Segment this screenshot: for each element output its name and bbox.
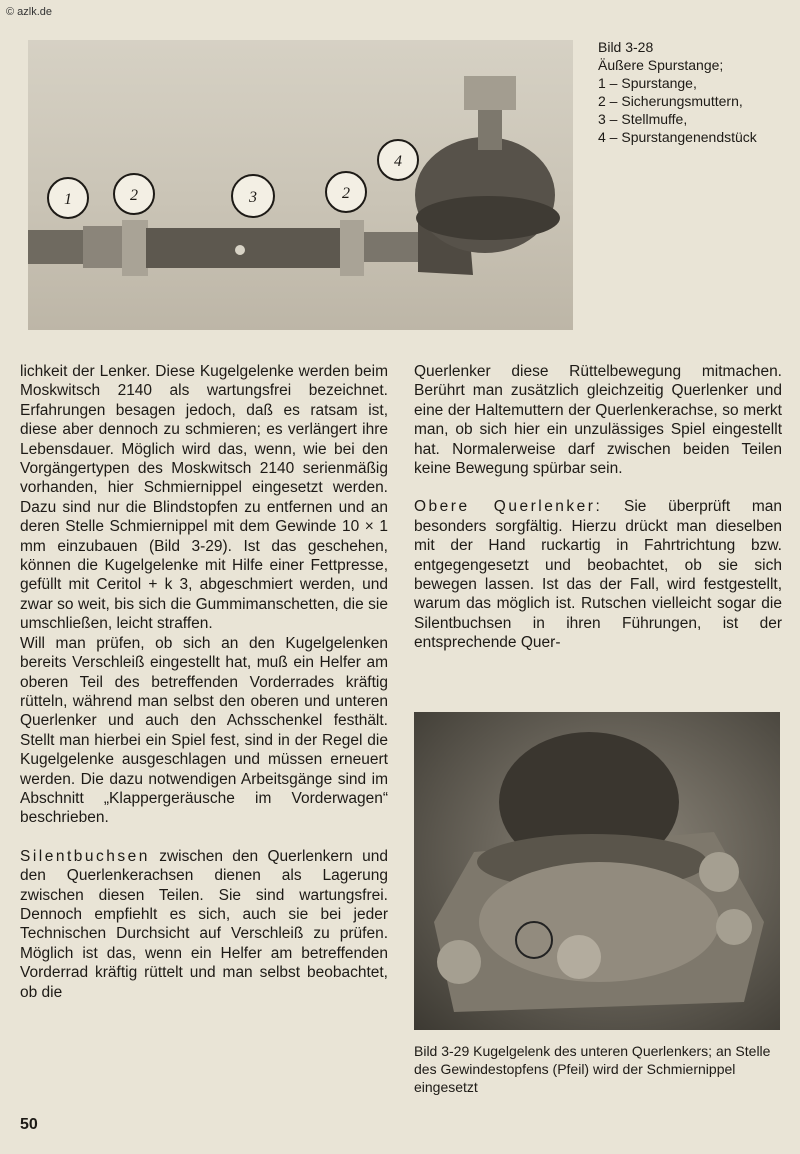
callout-2a: 2: [130, 187, 138, 204]
tie-rod-drawing: [28, 40, 573, 330]
figure-subtitle: Äußere Spurstange;: [598, 57, 724, 73]
figure-3-29-caption: Bild 3-29 Kugelgelenk des unteren Querlenkers; an Stelle des Gewindestopfens (Pfeil) wird der Schmiernippel eingesetzt: [414, 1043, 771, 1095]
callout-2b: 2: [342, 185, 350, 202]
tie-rod-photo: [28, 40, 573, 330]
watermark: © azlk.de: [6, 6, 53, 18]
callout-1: 1: [64, 191, 72, 208]
right-column: [414, 362, 782, 653]
callout-4: 4: [394, 153, 402, 170]
legend-item: 3 – Stellmuffe,: [598, 111, 688, 127]
legend-item: 2 – Sicherungsmuttern,: [598, 93, 743, 109]
term: Silentbuchsen: [20, 847, 150, 865]
paragraph: Will man prüfen, ob sich an den Kugelgelenken bereits Verschleiß eingestellt hat, muß ein Helfer am oberen Teil des betreffenden Vorderrades kräftig rütteln, während man selbst den oberen und unteren Querlenker und auch den Achsschenkel festhält. Stellt man hierbei ein Spiel fest, sind in der Regel die Kugelgelenke ausgeschlagen und müssen erneuert werden. Die dazu notwendigen Arbeitsgänge sind im Abschnitt „Klappergeräusche im Vorderwagen“ beschrieben.: [20, 634, 388, 827]
ball-joint-drawing: [414, 712, 780, 1030]
callout-3: 3: [249, 189, 257, 206]
figure-title: Bild 3-28: [598, 39, 654, 55]
term: Obere Querlenker:: [414, 498, 603, 516]
paragraph: Querlenker diese Rüttelbewegung mitmachen. Berührt man zusätzlich gleichzeitig Querlenker und eine der Haltemuttern der Querlenkerachse, so merkt man, ob sich hier ein unzulässiges Spiel eingestellt hat. Normalerweise darf zwischen beiden Teilen keine Bewegung spürbar sein.: [414, 363, 782, 478]
left-column: [20, 362, 388, 1002]
ball-joint-photo: [414, 712, 780, 1030]
paragraph: lichkeit der Lenker. Diese Kugelgelenke werden beim Moskwitsch 2140 als wartungsfrei bezeichnet. Erfahrungen besagen jedoch, daß es ratsam ist, diese aber dennoch zu schmieren; es verlängert ihre Lebensdauer. Möglich wird das, wenn, wie bei den Vorgängertypen des Moskwitsch 2140 serienmäßig vorhanden, hier Schmiernippel eingesetzt werden. Dazu sind nur die Blindstopfen zu entfernen und an deren Stelle Schmiernippel mit dem Gewinde 10 × 1 mm einzubauen (Bild 3-29). Ist das geschehen, können die Kugelgelenke mit Hilfe einer Fettpresse, gefüllt mit Ceritol + k 3, abgeschmiert werden, und zwar so weit, bis sich die Gummimanschetten, die sie umschließen, leicht straffen.: [20, 363, 388, 633]
paragraph: Silentbuchsen zwischen den Querlenkern und den Querlenkerachsen dienen als Lagerung zwischen diesen Teilen. Sie sind wartungsfrei. Dennoch empfiehlt es sich, auch sie bei jeder Technischen Durchsicht auf Verschleiß zu prüfen. Möglich ist das, wenn ein Helfer am betreffenden Vorderrad kräftig rüttelt und man selbst beobachtet, ob die: [20, 847, 388, 1001]
legend-item: 1 – Spurstange,: [598, 75, 697, 91]
paragraph: Obere Querlenker: Sie überprüft man besonders sorgfältig. Hierzu drückt man dieselben mit der Hand ruckartig in Fahrtrichtung bzw. entgegengesetzt und beobachtet, ob sie sich bewegen lassen. Ist das der Fall, wird festgestellt, warum das möglich ist. Rutschen vielleicht sogar die Silentbuchsen in ihren Führungen, ist der entsprechende Quer-: [414, 498, 782, 652]
page-number: 50: [20, 1116, 38, 1133]
legend-item: 4 – Spurstangenendstück: [598, 129, 757, 145]
figure-3-28-caption: [598, 38, 757, 146]
